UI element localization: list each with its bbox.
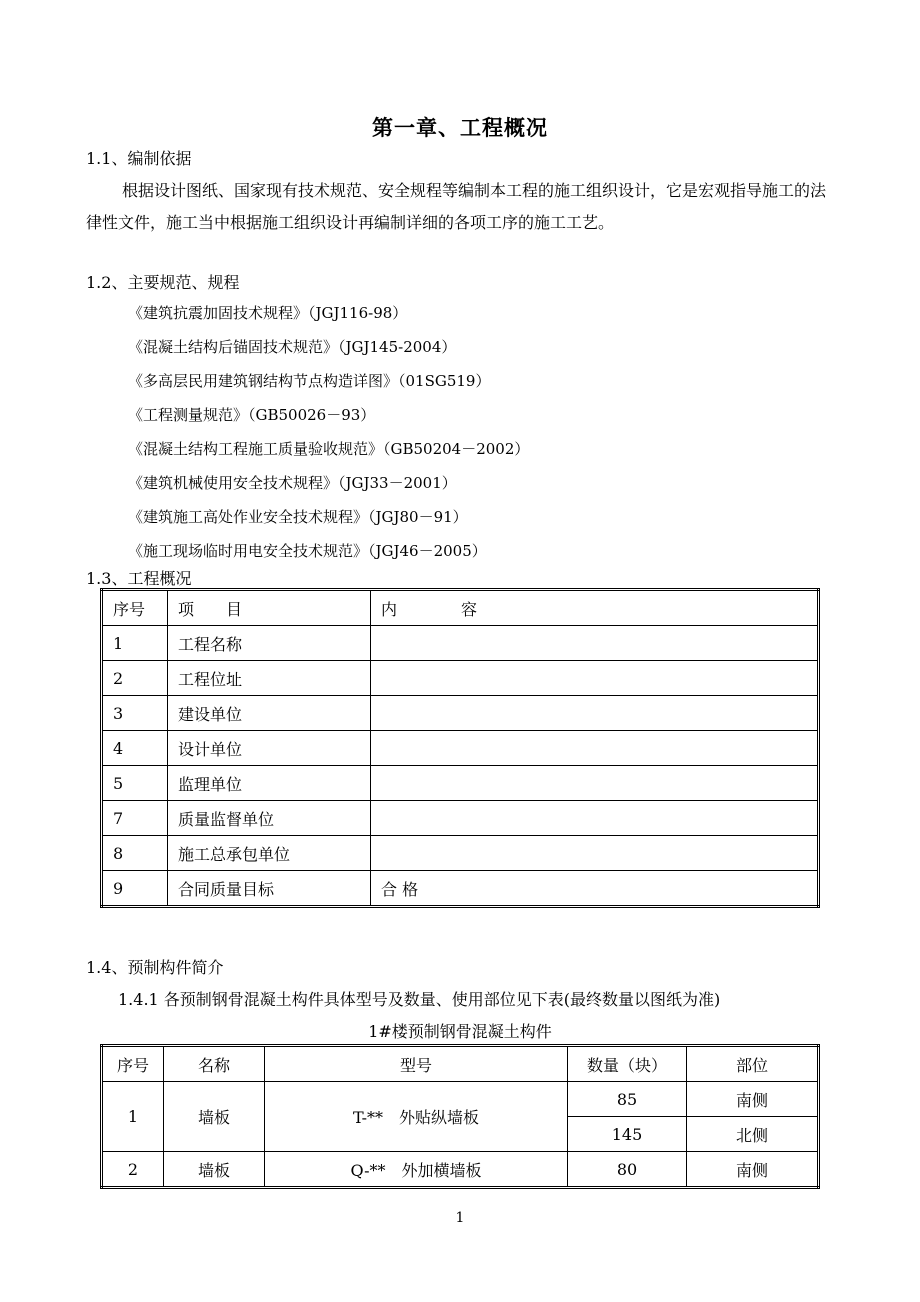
standard-item: 《混凝土结构后锚固技术规范》（JGJ145-2004） [128, 338, 457, 356]
cell-name: 墙板 [164, 1082, 265, 1152]
section-1-1-heading: 1.1、编制依据 [86, 149, 192, 168]
cell-no: 8 [102, 836, 168, 871]
standards-list [128, 296, 529, 568]
cell-no: 7 [102, 801, 168, 836]
cell-no: 9 [102, 871, 168, 907]
table-header-row [102, 1046, 819, 1082]
cell-content [371, 836, 819, 871]
table-row [102, 696, 819, 731]
standard-item: 《建筑抗震加固技术规程》（JGJ116-98） [128, 304, 408, 322]
cell-item: 工程位址 [168, 661, 371, 696]
table-row [102, 1152, 819, 1188]
cell-model: Q-** 外加横墙板 [265, 1152, 568, 1188]
table-row [102, 626, 819, 661]
section-1-1-body: 根据设计图纸、国家现有技术规范、安全规程等编制本工程的施工组织设计，它是宏观指导施工的法律性文件，施工当中根据施工组织设计再编制详细的各项工序的施工工艺。 [86, 181, 827, 232]
cell-content [371, 696, 819, 731]
cell-item: 工程名称 [168, 626, 371, 661]
cell-no: 2 [102, 661, 168, 696]
standard-item: 《多高层民用建筑钢结构节点构造详图》（01SG519） [128, 372, 491, 390]
table-row [102, 661, 819, 696]
cell-no: 1 [102, 1082, 164, 1152]
standard-item: 《建筑施工高处作业安全技术规程》（JGJ80－91） [128, 508, 468, 526]
standard-item: 《混凝土结构工程施工质量验收规范》（GB50204－2002） [128, 440, 530, 458]
cell-content [371, 766, 819, 801]
cell-no: 4 [102, 731, 168, 766]
cell-no: 2 [102, 1152, 164, 1188]
page-number: 1 [455, 1210, 465, 1226]
cell-model: T-** 外贴纵墙板 [265, 1082, 568, 1152]
cell-position: 南侧 [687, 1152, 819, 1188]
standard-item: 《工程测量规范》（GB50026－93） [128, 406, 376, 424]
cell-content [371, 626, 819, 661]
cell-item: 建设单位 [168, 696, 371, 731]
header-cell-quantity: 数量（块） [568, 1046, 687, 1082]
standard-item: 《建筑机械使用安全技术规程》（JGJ33－2001） [128, 474, 457, 492]
cell-quantity: 80 [568, 1152, 687, 1188]
cell-no: 3 [102, 696, 168, 731]
cell-item: 质量监督单位 [168, 801, 371, 836]
header-cell-content: 内 容 [371, 590, 819, 626]
standard-item: 《施工现场临时用电安全技术规范》（JGJ46－2005） [128, 542, 487, 560]
cell-position: 北侧 [687, 1117, 819, 1152]
header-cell-model: 型号 [265, 1046, 568, 1082]
cell-no: 1 [102, 626, 168, 661]
cell-name: 墙板 [164, 1152, 265, 1188]
section-1-3-heading: 1.3、工程概况 [86, 569, 192, 588]
table-header-row [102, 590, 819, 626]
cell-content: 合 格 [371, 871, 819, 907]
cell-position: 南侧 [687, 1082, 819, 1117]
table-row [102, 731, 819, 766]
project-overview-table [100, 588, 820, 908]
cell-item: 监理单位 [168, 766, 371, 801]
cell-quantity: 85 [568, 1082, 687, 1117]
cell-no: 5 [102, 766, 168, 801]
cell-content [371, 731, 819, 766]
header-cell-item: 项 目 [168, 590, 371, 626]
cell-quantity: 145 [568, 1117, 687, 1152]
chapter-title: 第一章、工程概况 [372, 115, 548, 140]
header-cell-name: 名称 [164, 1046, 265, 1082]
cell-content [371, 801, 819, 836]
cell-content [371, 661, 819, 696]
table-row [102, 801, 819, 836]
table-row [102, 871, 819, 907]
cell-item: 合同质量目标 [168, 871, 371, 907]
table-row [102, 836, 819, 871]
table-row [102, 766, 819, 801]
header-cell-no: 序号 [102, 1046, 164, 1082]
cell-item: 施工总承包单位 [168, 836, 371, 871]
section-1-4-1-subheading: 1.4.1 各预制钢骨混凝土构件具体型号及数量、使用部位见下表(最终数量以图纸为准) [118, 990, 721, 1009]
section-1-4-heading: 1.4、预制构件简介 [86, 958, 224, 977]
cell-item: 设计单位 [168, 731, 371, 766]
components-table-title: 1#楼预制钢骨混凝土构件 [368, 1022, 552, 1041]
header-cell-no: 序号 [102, 590, 168, 626]
components-table [100, 1044, 820, 1189]
table-row [102, 1082, 819, 1117]
section-1-2-heading: 1.2、主要规范、规程 [86, 273, 240, 292]
header-cell-position: 部位 [687, 1046, 819, 1082]
